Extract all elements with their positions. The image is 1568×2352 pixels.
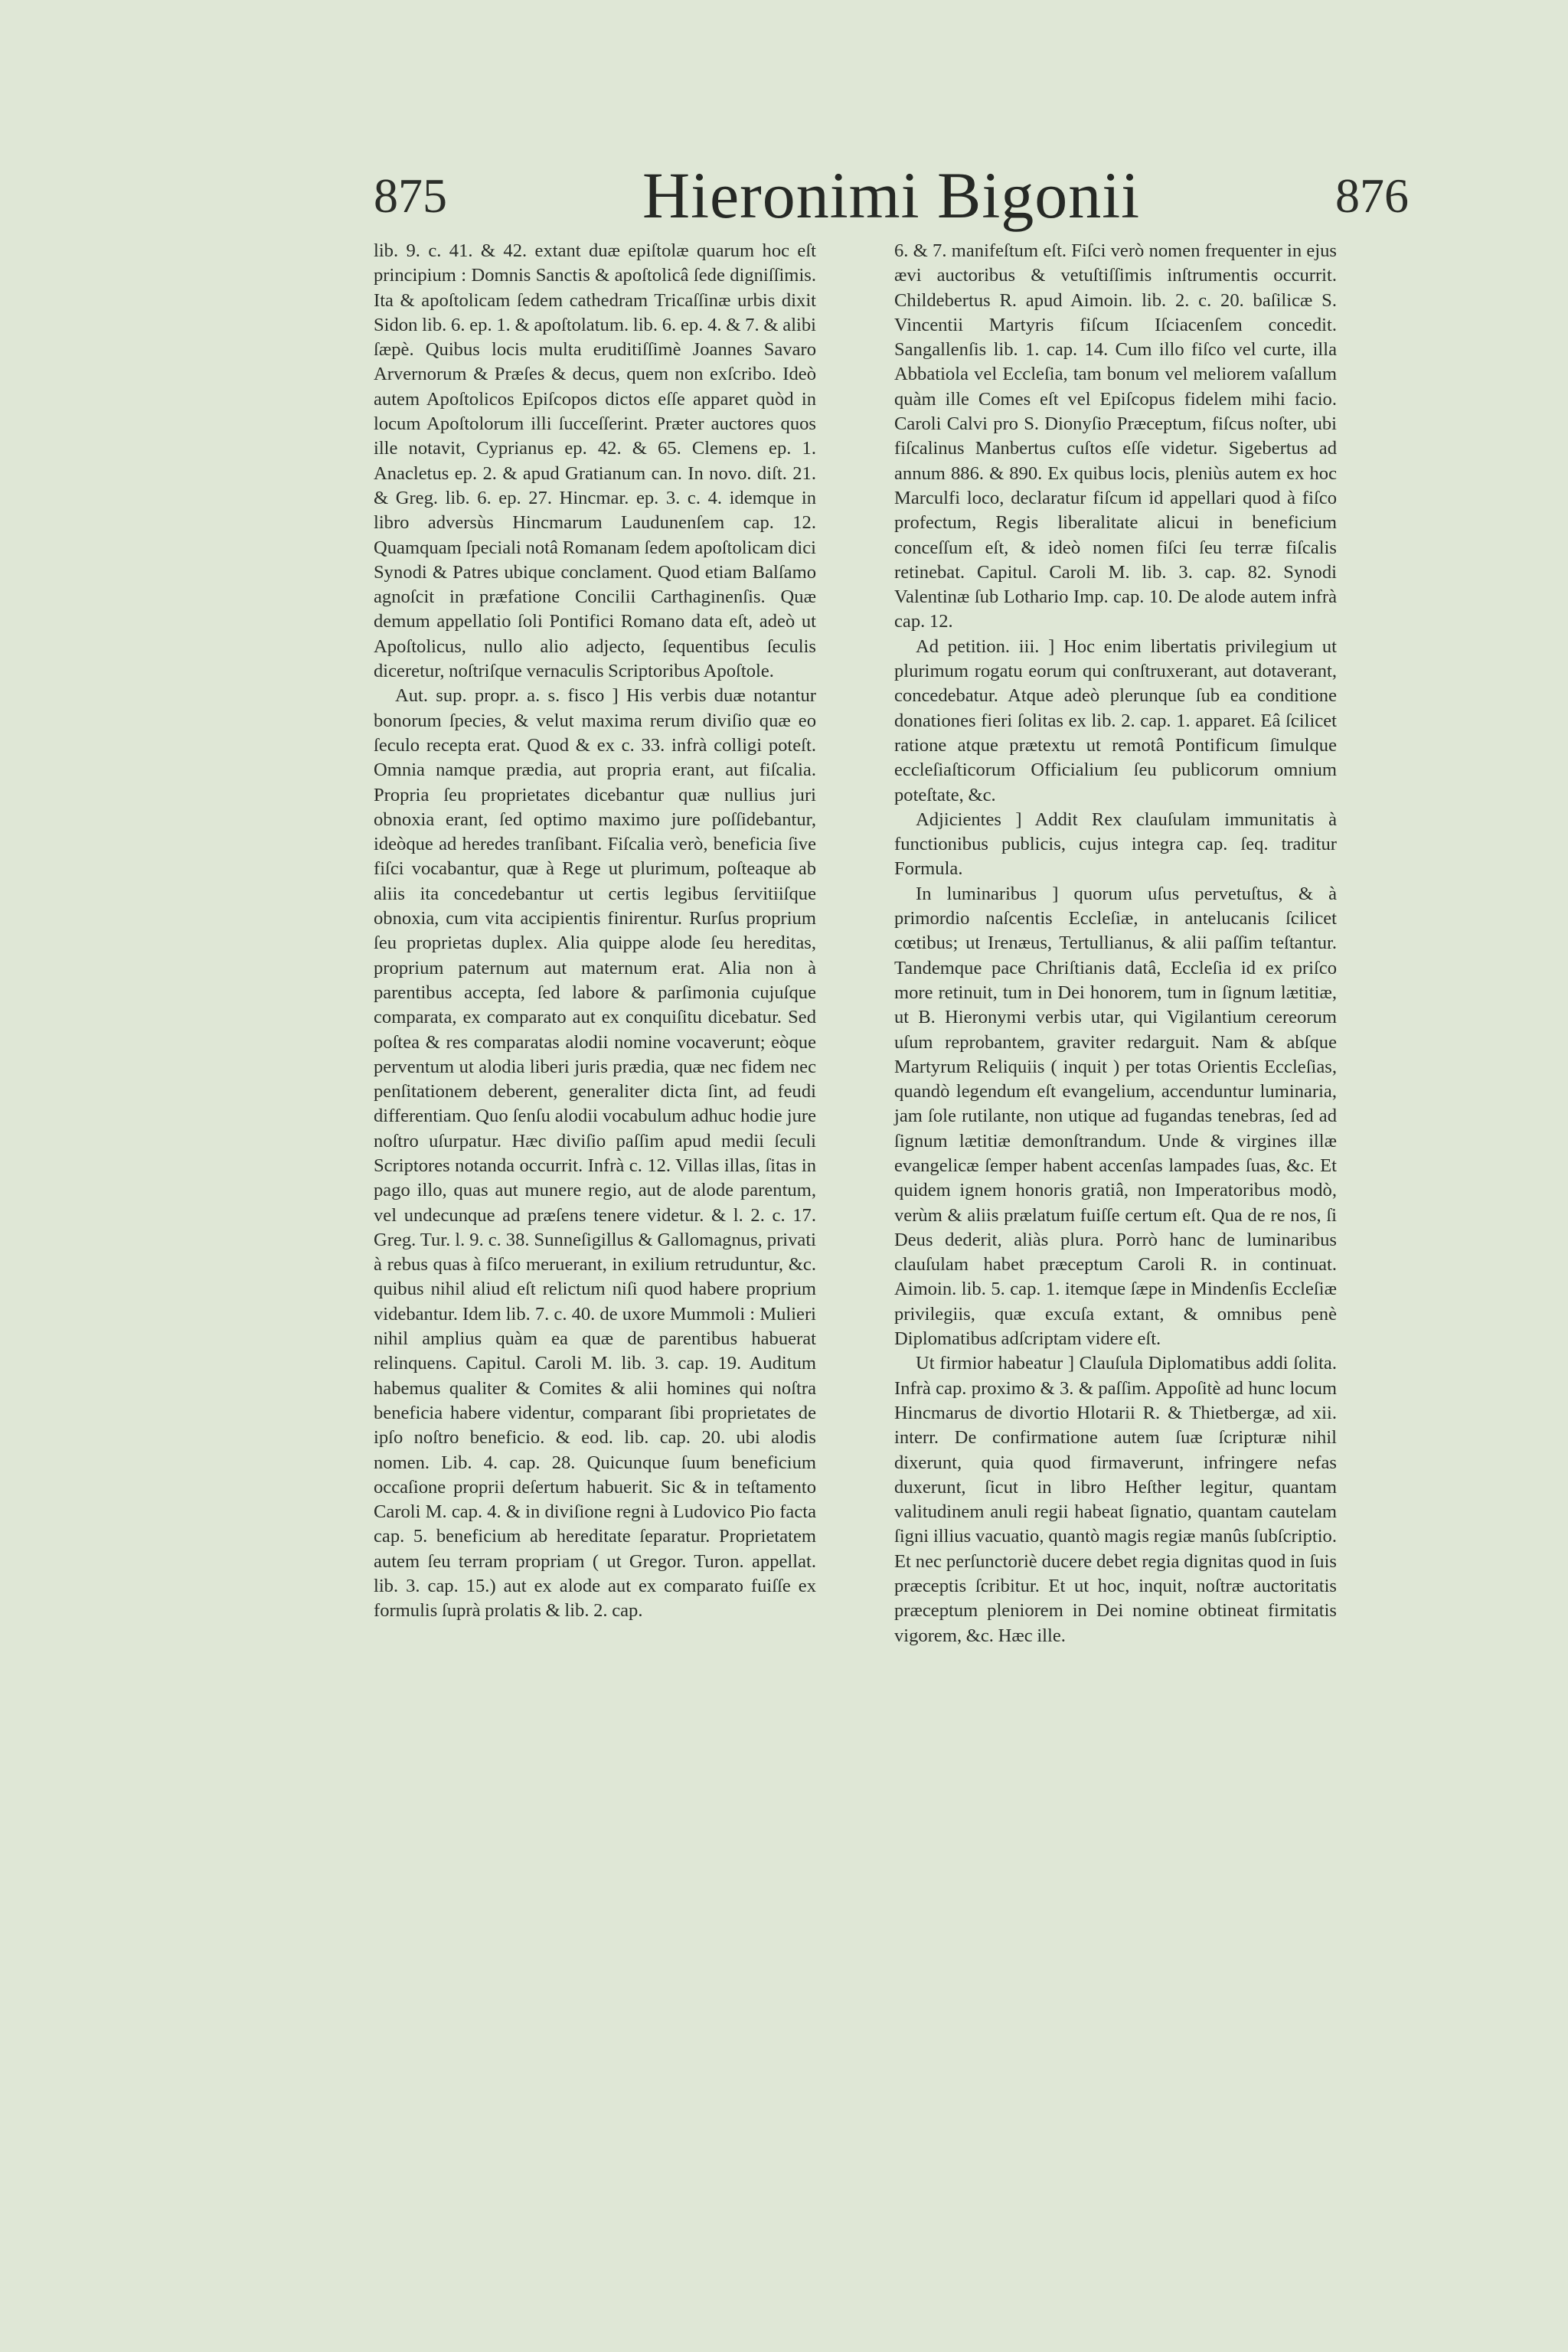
paragraph: Adjicientes ] Addit Rex clauſulam immunitatis à functionibus publicis, cujus integra cap. ſeq. traditur Formula.	[894, 808, 1337, 880]
left-column	[374, 239, 816, 1624]
page-number-right: 876	[1335, 168, 1409, 223]
paragraph: In luminaribus ] quorum uſus pervetuſtus, & à primordio naſcentis Eccleſiæ, in antelucanis ſcilicet cœtibus; ut Irenæus, Tertullianus, & alii paſſim teſtantur. Tandemque pace Chriſtianis datâ, Eccleſia id ex priſco more retinuit, tum in Dei honorem, tum in ſignum lætitiæ, ut B. Hieronymi verbis utar, qui Vigilantium cereorum uſum reprobantem, graviter redarguit. Nam & abſque Martyrum Reliquiis ( inquit ) per totas Orientis Eccleſias, quandò legendum eſt evangelium, accenduntur luminaria, jam ſole rutilante, non utique ad fugandas tenebras, ſed ad ſignum lætitiæ demonſtrandum. Unde & virgines illæ evangelicæ ſemper habent accenſas lampades ſuas, &c. Et quidem ignem honoris gratiâ, non Imperatoribus modò, verùm & aliis prælatum fuiſſe certum eſt. Qua de re nos, ſi Deus dederit, aliàs plura. Porrò hanc de luminaribus clauſulam habet præceptum Caroli R. in continuat. Aimoin. lib. 5. cap. 1. itemque ſæpe in Mindenſis Eccleſiæ privilegiis, quæ excuſa extant, & omnibus penè Diplomatibus adſcriptam videre eſt.	[894, 883, 1337, 1350]
paragraph: lib. 9. c. 41. & 42. extant duæ epiſtolæ quarum hoc eſt principium : Domnis Sanctis & apoſtolicâ ſede digniſſimis. Ita & apoſtolicam ſedem cathedram Tricaſſinæ urbis dixit Sidon lib. 6. ep. 1. & apoſtolatum. lib. 6. ep. 4. & 7. & alibi ſæpè. Quibus locis multa eruditiſſimè Joannes Savaro Arvernorum & Præſes & decus, quem non exſcribo. Ideò autem Apoſtolicos Epiſcopos dictos eſſe apparet quòd in locum Apoſtolorum illi ſucceſſerint. Præter auctores quos ille notavit, Cyprianus ep. 42. & 65. Clemens ep. 1. Anacletus ep. 2. & apud Gratianum can. In novo. diſt. 21. & Greg. lib. 6. ep. 27. Hincmar. ep. 3. c. 4. idemque in libro adversùs Hincmarum Laudunenſem cap. 12. Quamquam ſpeciali notâ Romanam ſedem apoſtolicam dici Synodi & Patres ubique conclament. Quod etiam Balſamo agnoſcit in præfatione Concilii Carthaginenſis. Quæ demum appellatio ſoli Pontifici Romano data eſt, adeò ut Apoſtolicus, nullo alio adjecto, ſequentibus ſeculis diceretur, noſtriſque vernaculis Scriptoribus Apoſtole.	[374, 240, 816, 682]
paragraph: Aut. sup. propr. a. s. fisco ] His verbis duæ notantur bonorum ſpecies, & velut maxima rerum diviſio quæ eo ſeculo recepta erat. Quod & ex c. 33. infrà colligi poteſt. Omnia namque prædia, aut propria erant, aut fiſcalia. Propria ſeu proprietates dicebantur quæ nullius juri obnoxia erant, ſed optimo maximo jure poſſidebantur, ideòque ad heredes tranſibant. Fiſcalia verò, beneficia ſive fiſci vocabantur, quæ à Rege ut plurimum, poſteaque ab aliis ita concedebantur ut certis legibus ſervitiiſque obnoxia, cum vita accipientis finirentur. Rurſus proprium ſeu proprietas duplex. Alia quippe alode ſeu hereditas, proprium paternum aut maternum erat. Alia non à parentibus accepta, ſed labore & parſimonia cujuſque comparata, ex comparato aut ex conquiſitu dicebatur. Sed poſtea & res comparatas alodii nomine vocaverunt; eòque perventum ut alodia liberi juris prædia, quæ nec fidem nec penſitationem deberent, generaliter dicta ſint, ad feudi differentiam. Quo ſenſu alodii vocabulum adhuc hodie jure noſtro uſurpatur. Hæc diviſio paſſim apud medii ſeculi Scriptores notanda occurrit. Infrà c. 12. Villas illas, ſitas in pago illo, quas aut munere regio, aut de alode parentum, vel undecunque ad præſens tenere videtur. & l. 2. c. 17. Greg. Tur. l. 9. c. 38. Sunneſigillus & Gallomagnus, privati à rebus quas à fiſco meruerant, in exilium retruduntur, &c. quibus nihil aliud eſt relictum niſi quod habere proprium videbantur. Idem lib. 7. c. 40. de uxore Mummoli : Mulieri nihil amplius quàm ea quæ de parentibus habuerat relinquens. Capitul. Caroli M. lib. 3. cap. 19. Auditum habemus qualiter & Comites & alii homines qui noſtra beneficia habere videntur, comparant ſibi proprietates de ipſo noſtro beneficio. & eod. lib. cap. 20. ubi alodis nomen. Lib. 4. cap. 28. Quicunque ſuum beneficium occaſione proprii deſertum habuerit. Sic & in teſtamento Caroli M. cap. 4. & in diviſione regni à Ludovico Pio facta cap. 5. beneficium ab hereditate ſeparatur. Proprietatem autem ſeu terram propriam ( ut Gregor. Turon. appellat. lib. 3. cap. 15.) aut ex alode aut ex comparato fuiſſe ex formulis ſuprà prolatis & lib. 2. cap.	[374, 685, 816, 1622]
running-title: Hieronimi Bigonii	[642, 158, 1141, 232]
page-number-left: 875	[374, 168, 447, 223]
paragraph: 6. & 7. manifeſtum eſt. Fiſci verò nomen frequenter in ejus ævi auctoribus & vetuſtiſſimis inſtrumentis occurrit. Childebertus R. apud Aimoin. lib. 2. c. 20. baſilicæ S. Vincentii Martyris fiſcum Iſciacenſem concedit. Sangallenſis lib. 1. cap. 14. Cum illo fiſco vel curte, illa Abbatiola vel Eccleſia, tam bonum vel meliorem vaſallum quàm ille Comes eſt vel Epiſcopus fidelem mihi facio. Caroli Calvi pro S. Dionyſio Præceptum, fiſcus noſter, ubi fiſcalinus Manbertus cuſtos eſſe videtur. Sigebertus ad annum 886. & 890. Ex quibus locis, pleniùs autem ex hoc Marculfi loco, declaratur fiſcum id appellari quod à fiſco profectum, Regis liberalitate alicui in beneficium conceſſum eſt, & ideò nomen fiſci ſeu terræ fiſcalis retinebat. Capitul. Caroli M. lib. 3. cap. 82. Synodi Valentinæ ſub Lothario Imp. cap. 10. De alode autem infrà cap. 12.	[894, 240, 1337, 632]
running-header	[374, 157, 1409, 241]
right-column	[894, 239, 1337, 1648]
paragraph: Ad petition. iii. ] Hoc enim libertatis privilegium ut plurimum rogatu eorum qui conſtruxerant, aut dotaverant, concedebatur. Atque adeò plerunque ſub ea conditione donationes fieri ſolitas ex lib. 2. cap. 1. apparet. Eâ ſcilicet ratione atque prætextu ut remotâ Pontificum ſimulque eccleſiaſticorum Officialium ſeu publicorum omnium poteſtate, &c.	[894, 635, 1337, 805]
paragraph: Ut firmior habeatur ] Clauſula Diplomatibus addi ſolita. Infrà cap. proximo & 3. & paſſim. Appoſitè ad hunc locum Hincmarus de divortio Hlotarii R. & Thietbergæ, ad xii. interr. De confirmatione autem ſuæ ſcripturæ nihil dixerunt, quia quod firmaverunt, infringere nefas duxerunt, ſicut in libro Heſther legitur, quantam valitudinem anuli regii habeat ſignatio, quantam cautelam ſigni illius vacuatio, quantò magis regiæ manûs ſubſcriptio. Et nec perſunctoriè ducere debet regia dignitas quod in ſuis præceptis ſcribitur. Et ut hoc, inquit, noſtræ auctoritatis præceptum pleniorem in Dei nomine obtineat firmitatis vigorem, &c. Hæc ille.	[894, 1353, 1337, 1646]
